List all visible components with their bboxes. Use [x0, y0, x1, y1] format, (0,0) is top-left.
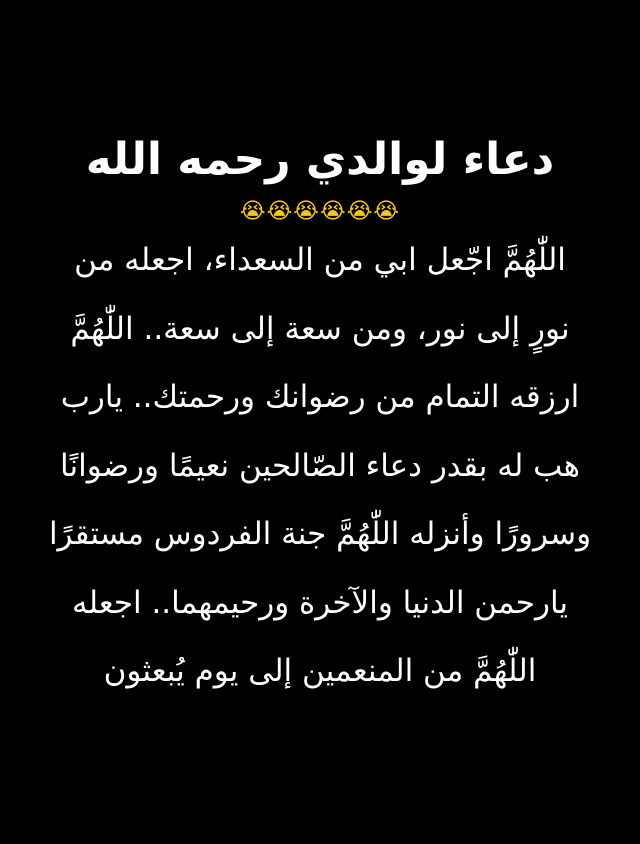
dua-line: نورٍ إلى نور، ومن سعة إلى سعة.. اللّٰهُمَّ	[70, 310, 570, 347]
post-title: دعاء لوالدي رحمه الله	[85, 134, 555, 185]
dua-line: اللّٰهُمَّ من المنعمين إلى يوم يُبعثون	[103, 653, 537, 689]
dua-line: ارزقه التمام من رضوانك ورحمتك.. يارب	[60, 379, 580, 415]
dua-line: يارحمن الدنيا والآخرة ورحيمهما.. اجعله	[71, 584, 569, 621]
dua-line: هب له بقدر دعاء الصّالحين نعيمًا ورضوانًا	[60, 447, 580, 484]
dua-line: اللّٰهُمَّ اجّعل ابي من السعداء، اجعله من	[74, 242, 566, 278]
crying-face-icon: 😭😭😭😭😭😭	[239, 199, 401, 224]
dua-line: وسرورًا وأنزله اللّٰهُمَّ جنة الفردوس مستقرًا	[48, 516, 592, 552]
dua-text	[34, 226, 606, 706]
